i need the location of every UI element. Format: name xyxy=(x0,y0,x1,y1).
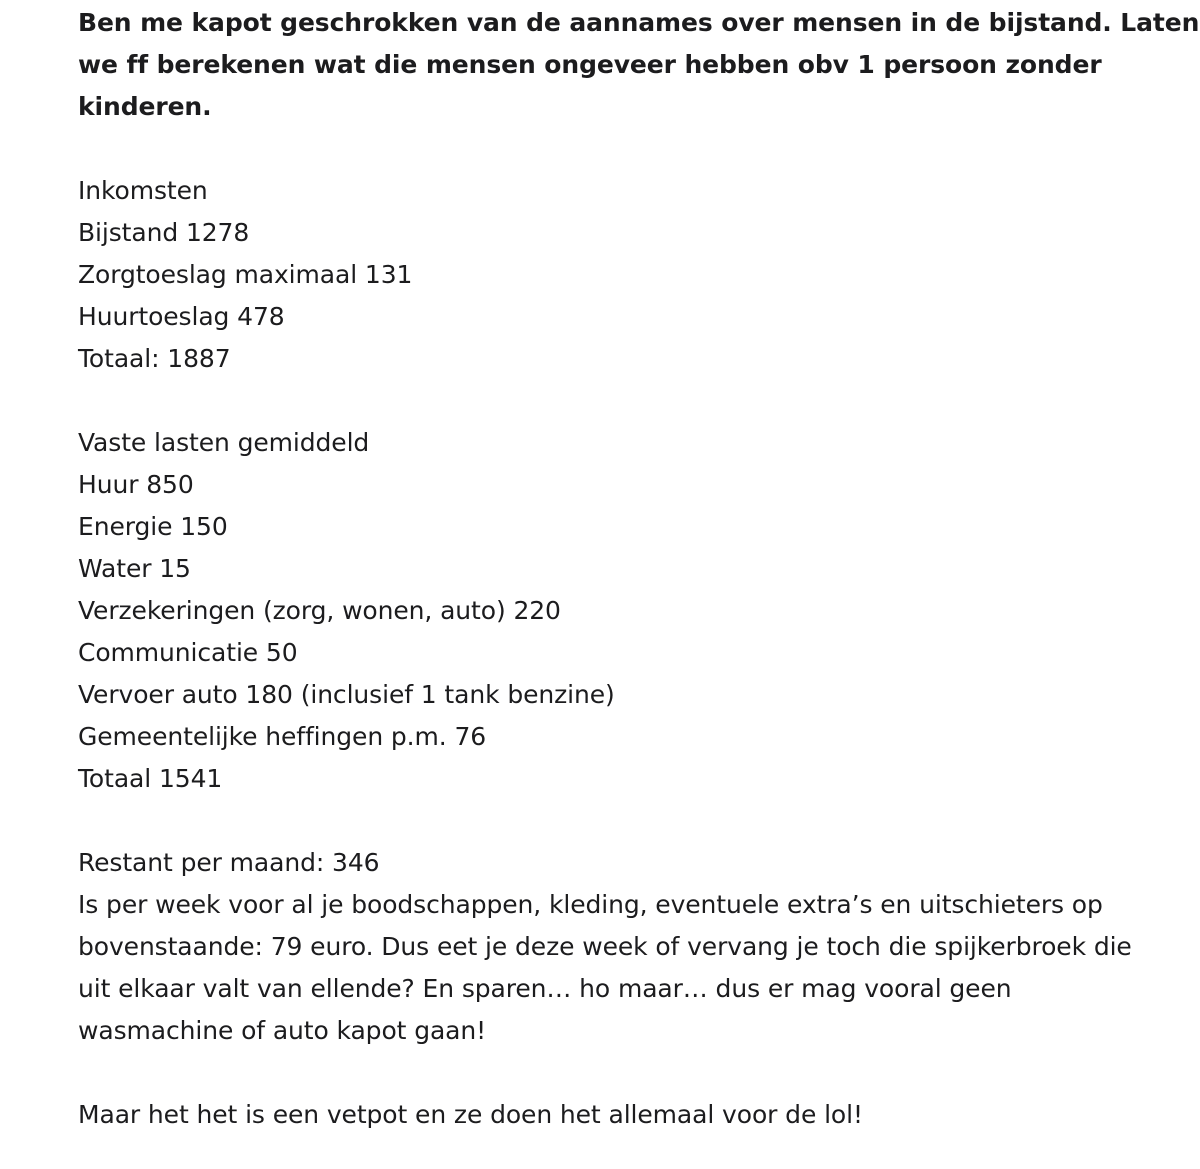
remainder-line: Is per week voor al je boodschappen, kleding, eventuele extra’s en uitschieters op xyxy=(78,890,1103,919)
income-item: Bijstand 1278 xyxy=(78,218,250,247)
cost-item: Huur 850 xyxy=(78,470,194,499)
remainder-line: bovenstaande: 79 euro. Dus eet je deze week of vervang je toch die spijkerbroek die xyxy=(78,932,1132,961)
income-heading: Inkomsten xyxy=(78,176,208,205)
spacer xyxy=(78,380,1168,422)
cost-item: Communicatie 50 xyxy=(78,638,298,667)
cost-item: Verzekeringen (zorg, wonen, auto) 220 xyxy=(78,596,561,625)
cost-item: Gemeentelijke heffingen p.m. 76 xyxy=(78,722,487,751)
costs-total: Totaal 1541 xyxy=(78,764,223,793)
title-line: kinderen. xyxy=(78,92,212,121)
spacer xyxy=(78,1052,1168,1094)
note-body xyxy=(78,2,1200,1136)
cost-item: Vervoer auto 180 (inclusief 1 tank benzine) xyxy=(78,680,615,709)
income-section xyxy=(78,170,1168,380)
costs-heading: Vaste lasten gemiddeld xyxy=(78,428,370,457)
cost-item: Water 15 xyxy=(78,554,191,583)
costs-section xyxy=(78,422,1168,800)
cost-item: Energie 150 xyxy=(78,512,228,541)
remainder-line: uit elkaar valt van ellende? En sparen… ho maar… dus er mag vooral geen xyxy=(78,974,1012,1003)
title-line: we ff berekenen wat die mensen ongeveer hebben obv 1 persoon zonder xyxy=(78,50,1102,79)
remainder-line: wasmachine of auto kapot gaan! xyxy=(78,1016,487,1045)
closing-line: Maar het het is een vetpot en ze doen het allemaal voor de lol! xyxy=(78,1100,863,1129)
title-line: Ben me kapot geschrokken van de aannames over mensen in de bijstand. Laten xyxy=(78,8,1200,37)
remainder-line: Restant per maand: 346 xyxy=(78,848,380,877)
note-title xyxy=(78,2,1200,128)
spacer xyxy=(78,800,1168,842)
income-item: Zorgtoeslag maximaal 131 xyxy=(78,260,413,289)
income-item: Huurtoeslag 478 xyxy=(78,302,285,331)
remainder-section xyxy=(78,842,1168,1052)
spacer xyxy=(78,128,1168,170)
income-total: Totaal: 1887 xyxy=(78,344,231,373)
